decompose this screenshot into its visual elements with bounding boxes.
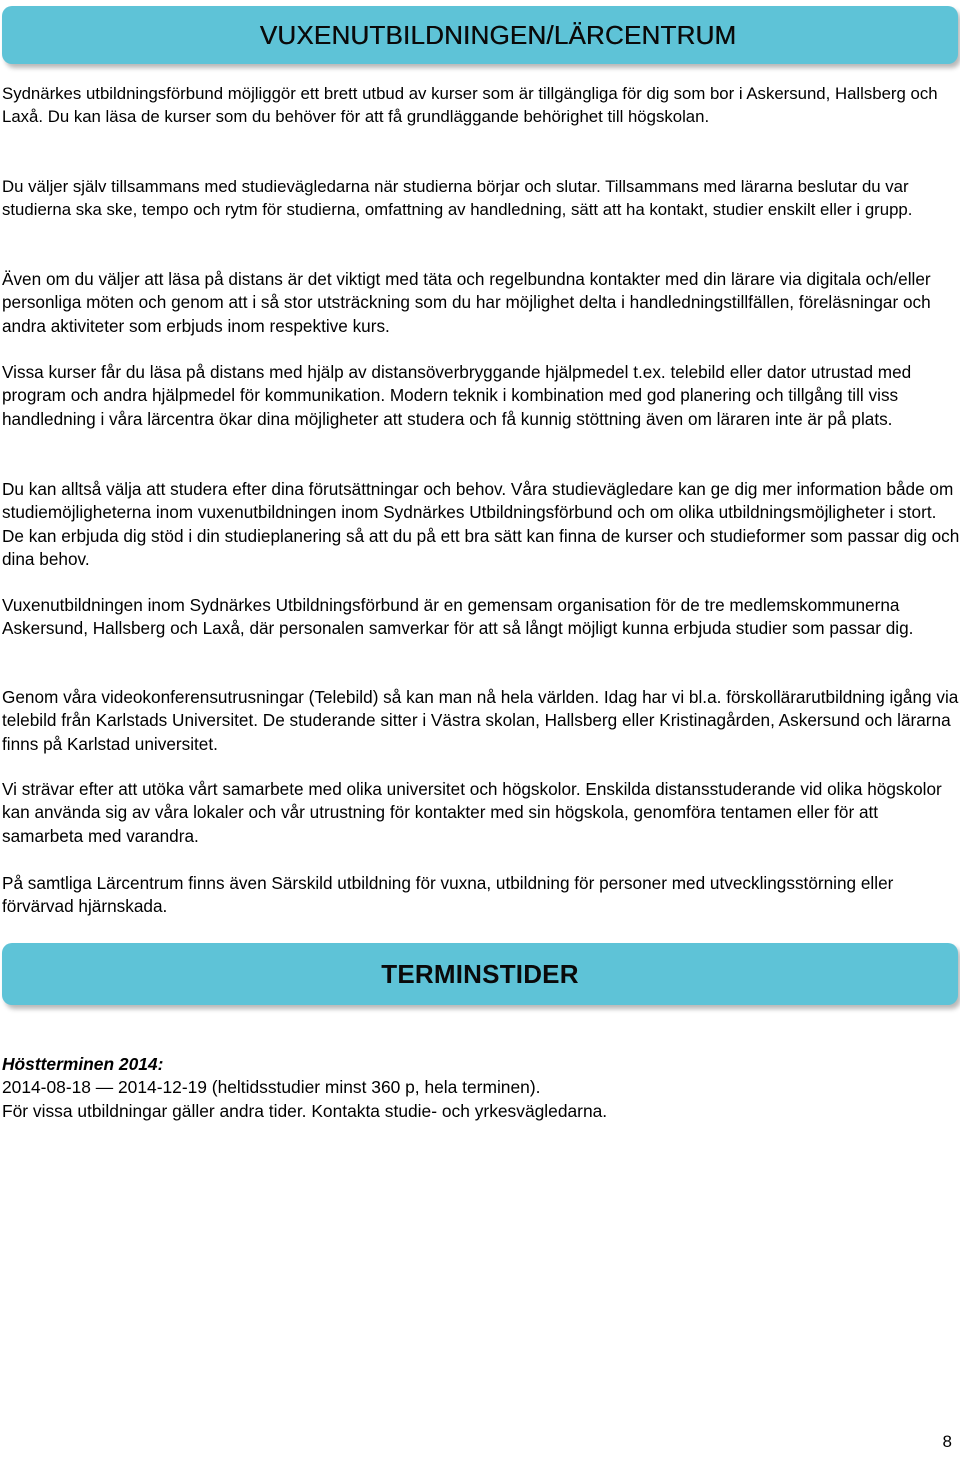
term-dates: 2014-08-18 — 2014-12-19 (heltidsstudier minst 360 p, hela terminen). bbox=[2, 1077, 541, 1098]
telebild-paragraph: Genom våra videokonferensutrusningar (Telebild) så kan man nå hela världen. Idag har vi bl.a. förskollärarutbildning igång via telebild från Karlstads Universitet. De studerande sitter i Västra skolan, Hallsberg eller Kristinagården, Askersund och lärarna finns på Karlstad universitet. bbox=[2, 687, 959, 754]
term-heading: Höstterminen 2014: bbox=[2, 1054, 164, 1074]
page-number: 8 bbox=[942, 1432, 952, 1451]
header-banner bbox=[2, 6, 958, 64]
organisation-paragraph: Vuxenutbildningen inom Sydnärkes Utbildningsförbund är en gemensam organisation för de tre medlemskommunerna Askersund, Hallsberg och Laxå, där personalen samverkar för att så långt möjligt kunna erbjuda studier som passar dig. bbox=[2, 595, 914, 639]
distance-tools-paragraph: Vissa kurser får du läsa på distans med hjälp av distansöverbryggande hjälpmedel t.ex. telebild eller dator utrustad med program och andra hjälpmedel för kommunikation. Modern teknik i kombination med god planering och tillgång till viss handledning i våra lärcentra ökar dina möjligheter att studera och få kunnig stöttning även om läraren inte är på plats. bbox=[2, 362, 912, 429]
study-choice-paragraph: Du väljer själv tillsammans med studievägledarna när studierna börjar och slutar. Tillsammans med lärarna beslutar du var studierna ska ske, tempo och rytm för studierna, omfattning av handledning, sätt att ha kontakt, studier enskilt eller i grupp. bbox=[2, 177, 913, 220]
term-note: För vissa utbildningar gäller andra tider. Kontakta studie- och yrkesvägledarna. bbox=[2, 1100, 608, 1121]
intro-paragraph: Sydnärkes utbildningsförbund möjliggör ett brett utbud av kurser som är tillgängliga för dig som bor i Askersund, Hallsberg och Laxå. Du kan läsa de kurser som du behöver för att få grundläggande behörighet till högskolan. bbox=[2, 84, 938, 127]
university-cooperation-paragraph: Vi strävar efter att utöka vårt samarbete med olika universitet och högskolor. Enskilda distansstuderande vid olika högskolor kan använda sig av våra lokaler och vår utrustning för kontakter med sin högskola, genomföra tentamen eller för att samarbeta med varandra. bbox=[2, 779, 942, 846]
terms-block bbox=[2, 1053, 960, 1123]
terms-title: TERMINSTIDER bbox=[381, 958, 579, 989]
distance-contact-paragraph: Även om du väljer att läsa på distans är det viktigt med täta och regelbundna kontakter med din lärare via digitala och/eller personliga möten och genom att i så stor utsträckning som du har möjlighet delta i handledningstillfällen, föreläsningar och andra aktiviteter som erbjuds inom respektive kurs. bbox=[2, 269, 931, 336]
study-guidance-paragraph: Du kan alltså välja att studera efter dina förutsättningar och behov. Våra studievägledare kan ge dig mer information både om studiemöjligheterna inom vuxenutbildningen inom Sydnärkes Utbildningsförbund och om olika utbildningsmöjligheter i stort. De kan erbjuda dig stöd i din studieplanering så att du på ett bra sätt kan finna de kurser och studieformer som passar dig och dina behov. bbox=[2, 479, 960, 570]
terms-banner bbox=[2, 943, 958, 1005]
special-education-paragraph: På samtliga Lärcentrum finns även Särskild utbildning för vuxna, utbildning för personer med utvecklingsstörning eller förvärvad hjärnskada. bbox=[2, 873, 894, 917]
page-title: VUXENUTBILDNINGEN/LÄRCENTRUM bbox=[259, 19, 737, 50]
